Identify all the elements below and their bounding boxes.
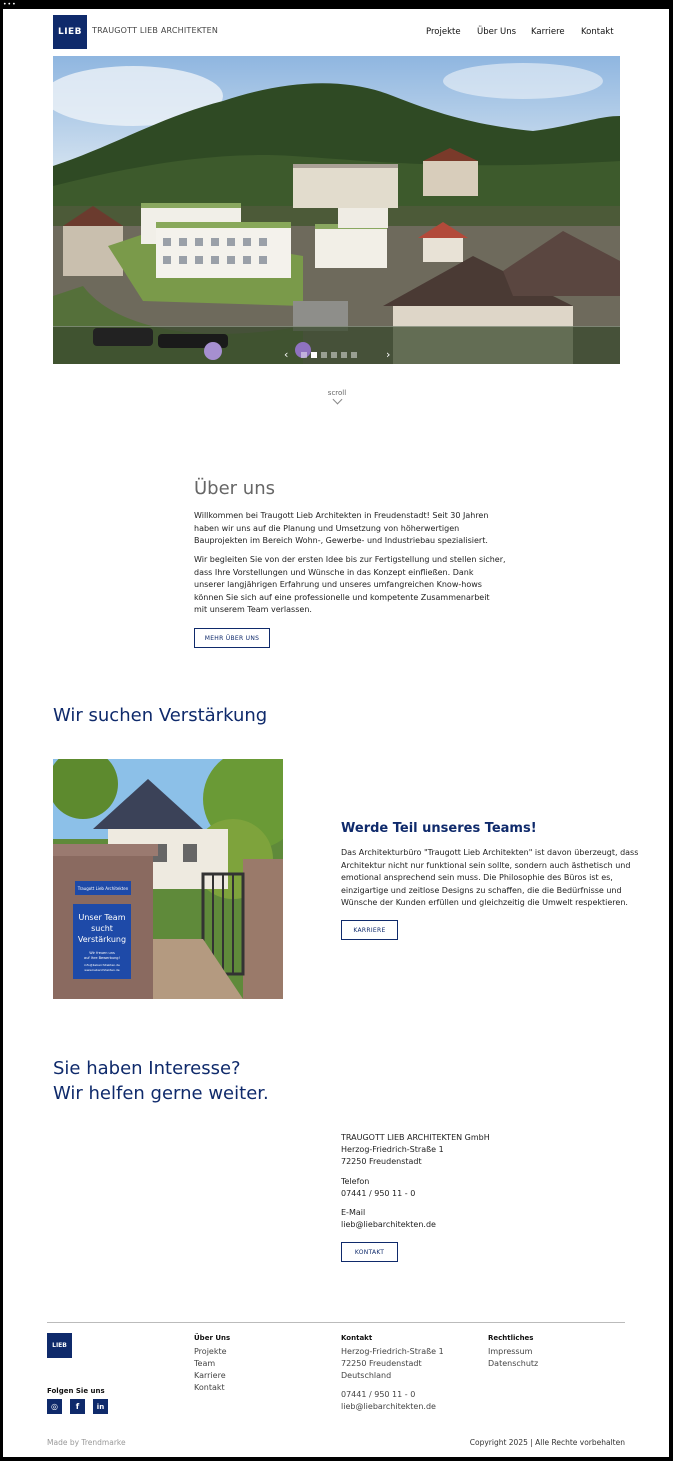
facebook-icon[interactable]: f [70, 1399, 85, 1414]
hero-slider[interactable] [53, 56, 620, 364]
team-image [53, 759, 283, 999]
footer-address-city: 72250 Freudenstadt [341, 1359, 422, 1368]
footer-col-ueber-uns-title: Über Uns [194, 1334, 231, 1342]
footer-divider [47, 1322, 625, 1323]
career-subtitle: Werde Teil unseres Teams! [341, 821, 537, 836]
footer-phone[interactable]: 07441 / 950 11 - 0 [341, 1390, 416, 1399]
contact-email-label: E-Mail [341, 1208, 366, 1217]
footer-link-team[interactable]: Team [194, 1359, 216, 1368]
hero-dot[interactable] [311, 352, 317, 358]
career-text: Das Architekturbüro "Traugott Lieb Architekten" ist davon überzeugt, dass Architektur nicht nur funktional sein sollte, sondern auch ästhetisch und emotional ansprechend sein muss. Die Philosophie des Büros ist es, einzigartige und zeitlose Designs zu schaffen, die die Bedürfnisse und Wünsche der Kunden erfüllen und gleichzeitig die Umwelt respektieren. [341, 848, 639, 907]
interest-title: Sie haben Interesse? Wir helfen gerne weiter. [53, 1058, 269, 1104]
karriere-button[interactable]: KARRIERE [341, 920, 398, 940]
nav-projekte[interactable]: Projekte [426, 27, 461, 37]
sign-fine-line-1: Wir freuen uns [89, 951, 115, 955]
made-by-credit[interactable]: Made by Trendmarke [47, 1438, 126, 1447]
contact-company: TRAUGOTT LIEB ARCHITEKTEN GmbH [341, 1133, 490, 1142]
hero-dot[interactable] [331, 352, 337, 358]
nav-ueber-uns[interactable]: Über Uns [477, 27, 517, 37]
sign-big-line-1: Unser Team [78, 913, 126, 922]
sign-fine-line-2: auf Ihre Bewerbung! [84, 956, 120, 960]
hero-dot[interactable] [351, 352, 357, 358]
sign-small-text: Traugott Lieb Architekten [77, 886, 129, 891]
mehr-ueber-uns-button[interactable]: MEHR ÜBER UNS [194, 628, 270, 648]
contact-city: 72250 Freudenstadt [341, 1157, 422, 1166]
footer-link-karriere[interactable]: Karriere [194, 1371, 226, 1380]
kontakt-button[interactable]: KONTAKT [341, 1242, 398, 1262]
nav-karriere[interactable]: Karriere [531, 27, 565, 37]
footer-address-street: Herzog-Friedrich-Straße 1 [341, 1347, 444, 1356]
scroll-label: scroll [327, 389, 347, 397]
sign-fine-line-4: www.liebarchitekten.de [84, 968, 120, 972]
sign-big-line-2: sucht [91, 924, 113, 933]
about-paragraph-1: Willkommen bei Traugott Lieb Architekten in Freudenstadt! Seit 30 Jahren haben wir uns auf die Planung und Umsetzung von höherwertigen Bauprojekten im Bereich Wohn-, Gewerbe- und Industriebau spezialisiert. [194, 511, 489, 545]
footer-link-impressum[interactable]: Impressum [488, 1347, 533, 1356]
footer-col-kontakt-title: Kontakt [341, 1334, 373, 1342]
window-dots: ••• [3, 1, 17, 8]
browser-page [3, 9, 669, 1457]
footer-link-datenschutz[interactable]: Datenschutz [488, 1359, 539, 1368]
hero-image [53, 56, 620, 364]
about-paragraph-2: Wir begleiten Sie von der ersten Idee bis zur Fertigstellung und stellen sicher, dass Ihre Vorstellungen und Wünsche in das Konzept einfließen. Dank unserer langjährigen Erfahrung und unseres umfangreichen Know-hows können Sie sich auf eine professionelle und kompetente Zusammenarbeit mit unserem Team verlassen. [194, 555, 506, 614]
footer-address-country: Deutschland [341, 1371, 392, 1380]
footer-col-rechtliches-title: Rechtliches [488, 1334, 534, 1342]
hero-dot[interactable] [301, 352, 307, 358]
career-section-title: Wir suchen Verstärkung [53, 705, 268, 726]
nav-kontakt[interactable]: Kontakt [581, 27, 614, 37]
contact-phone[interactable]: 07441 / 950 11 - 0 [341, 1189, 416, 1198]
hero-prev-arrow[interactable]: ‹ [284, 348, 289, 361]
footer-link-kontakt[interactable]: Kontakt [194, 1383, 225, 1392]
logo[interactable]: LIEB [53, 15, 87, 49]
contact-phone-label: Telefon [341, 1177, 370, 1186]
footer-email[interactable]: lieb@liebarchitekten.de [341, 1402, 436, 1411]
follow-label: Folgen Sie uns [47, 1387, 105, 1395]
hero-next-arrow[interactable]: › [386, 348, 391, 361]
contact-email[interactable]: lieb@liebarchitekten.de [341, 1220, 436, 1229]
linkedin-icon[interactable]: in [93, 1399, 108, 1414]
footer-link-projekte[interactable]: Projekte [194, 1347, 227, 1356]
sign-fine-line-3: info@liebarchitekten.de [84, 963, 120, 967]
hero-dot[interactable] [341, 352, 347, 358]
hero-pagination [301, 352, 357, 358]
contact-street: Herzog-Friedrich-Straße 1 [341, 1145, 444, 1154]
footer-logo[interactable]: LIEB [47, 1333, 72, 1358]
brand-name[interactable]: TRAUGOTT LIEB ARCHITEKTEN [92, 26, 219, 35]
copyright: Copyright 2025 | Alle Rechte vorbehalten [469, 1438, 625, 1447]
instagram-icon[interactable]: ◎ [47, 1399, 62, 1414]
hero-dot[interactable] [321, 352, 327, 358]
sign-big-line-3: Verstärkung [77, 935, 127, 944]
scroll-indicator[interactable] [320, 389, 354, 403]
about-title: Über uns [194, 478, 275, 499]
